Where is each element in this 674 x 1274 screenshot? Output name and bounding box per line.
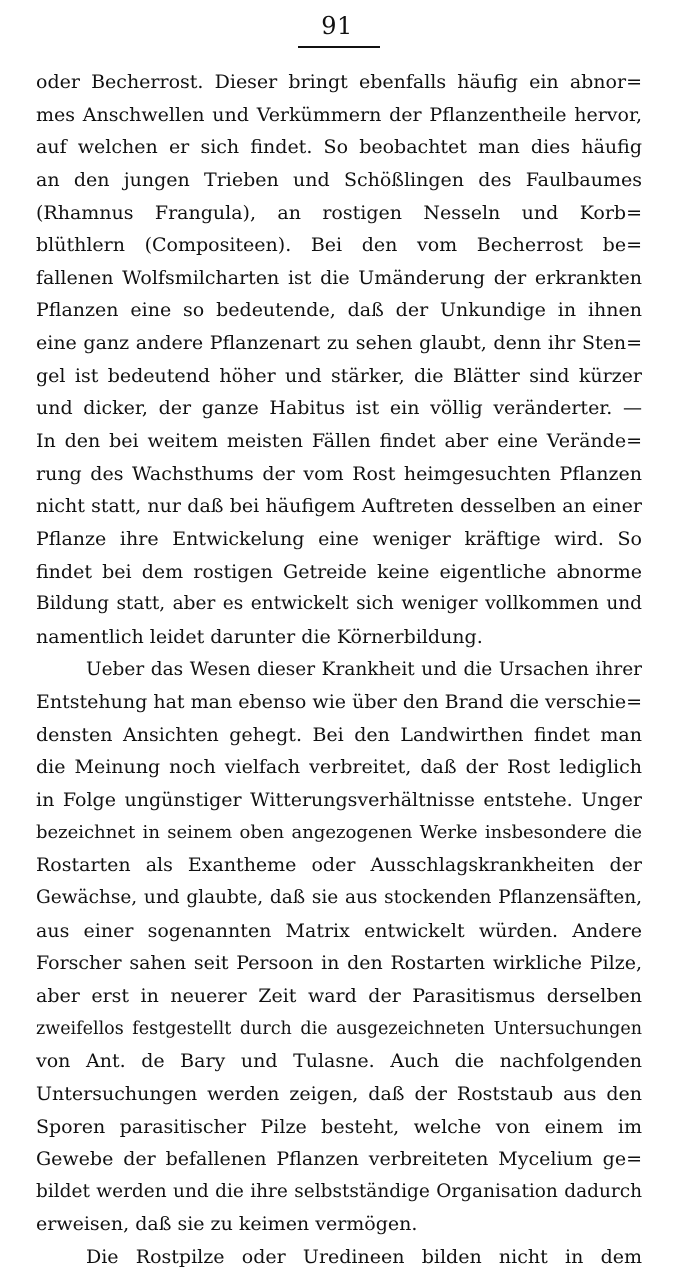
text-line: namentlich leidet darunter die Körnerbildung. bbox=[36, 625, 483, 648]
text-line: von Ant. de Bary und Tulasne. Auch die nachfolgenden bbox=[36, 1050, 642, 1073]
text-line: in Folge ungünstiger Witterungsverhältnisse entstehe. Unger bbox=[36, 789, 642, 812]
text-line: gel ist bedeutend höher und stärker, die Blätter sind kürzer bbox=[36, 364, 642, 387]
text-line: bildet werden und die ihre selbstständige Organisation dadurch bbox=[36, 1180, 642, 1202]
text-line: und dicker, der ganze Habitus ist ein völlig veränderter. — bbox=[36, 397, 642, 420]
text-line: Pflanze ihre Entwickelung eine weniger kräftige wird. So bbox=[36, 527, 642, 550]
text-line: die Meinung noch vielfach verbreitet, daß der Rost lediglich bbox=[36, 756, 642, 779]
text-line: Gewebe der befallenen Pflanzen verbreiteten Mycelium ge= bbox=[36, 1148, 642, 1171]
text-line: an den jungen Trieben und Schößlingen des Faulbaumes bbox=[36, 168, 642, 191]
text-line: In den bei weitem meisten Fällen findet aber eine Verände= bbox=[36, 430, 642, 453]
text-line: Rostarten als Exantheme oder Ausschlagskrankheiten der bbox=[36, 854, 642, 877]
header-rule bbox=[298, 46, 380, 48]
text-line: Sporen parasitischer Pilze besteht, welche von einem im bbox=[36, 1115, 642, 1138]
text-line: eine ganz andere Pflanzenart zu sehen glaubt, denn ihr Sten= bbox=[36, 332, 642, 355]
text-line: oder Becherrost. Dieser bringt ebenfalls häufig ein abnor= bbox=[36, 71, 642, 93]
text-line: densten Ansichten gehegt. Bei den Landwirthen findet man bbox=[36, 723, 642, 746]
text-line: findet bei dem rostigen Getreide keine eigentliche abnorme bbox=[36, 560, 642, 583]
text-line: fallenen Wolfsmilcharten ist die Umänderung der erkrankten bbox=[36, 266, 642, 289]
text-line: (Rhamnus Frangula), an rostigen Nesseln und Korb= bbox=[36, 201, 642, 224]
text-line: bezeichnet in seinem oben angezogenen Werke insbesondere die bbox=[36, 821, 642, 843]
text-line: Die Rostpilze oder Uredineen bilden nicht in dem bbox=[86, 1246, 642, 1269]
text-line: rung des Wachsthums der vom Rost heimgesuchten Pflanzen bbox=[36, 462, 642, 485]
text-line: aus einer sogenannten Matrix entwickelt würden. Andere bbox=[36, 919, 642, 942]
text-line: Ueber das Wesen dieser Krankheit und die Ursachen ihrer bbox=[86, 658, 642, 680]
text-line: aber erst in neuerer Zeit ward der Parasitismus derselben bbox=[36, 984, 642, 1007]
text-line: Pflanzen eine so bedeutende, daß der Unkundige in ihnen bbox=[36, 299, 642, 322]
text-line: zweifellos festgestellt durch die ausgezeichneten Untersuchungen bbox=[36, 1018, 642, 1039]
text-line: Forscher sahen seit Persoon in den Rostarten wirkliche Pilze, bbox=[36, 952, 642, 975]
page-number: 91 bbox=[321, 12, 353, 40]
text-line: Gewächse, und glaubte, daß sie aus stockenden Pflanzensäften, bbox=[36, 887, 642, 909]
text-line: nicht statt, nur daß bei häufigem Auftreten desselben an einer bbox=[36, 495, 642, 518]
text-line: Entstehung hat man ebenso wie über den Brand die verschie= bbox=[36, 691, 642, 714]
body-text bbox=[36, 66, 642, 1274]
text-line: Bildung statt, aber es entwickelt sich weniger vollkommen und bbox=[36, 593, 642, 615]
text-line: Untersuchungen werden zeigen, daß der Roststaub aus den bbox=[36, 1082, 642, 1105]
text-line: auf welchen er sich findet. So beobachtet man dies häufig bbox=[36, 136, 642, 159]
text-line: blüthlern (Compositeen). Bei den vom Becherrost be= bbox=[36, 234, 642, 257]
text-line: erweisen, daß sie zu keimen vermögen. bbox=[36, 1213, 418, 1236]
text-line: mes Anschwellen und Verkümmern der Pflanzentheile hervor, bbox=[36, 103, 642, 126]
